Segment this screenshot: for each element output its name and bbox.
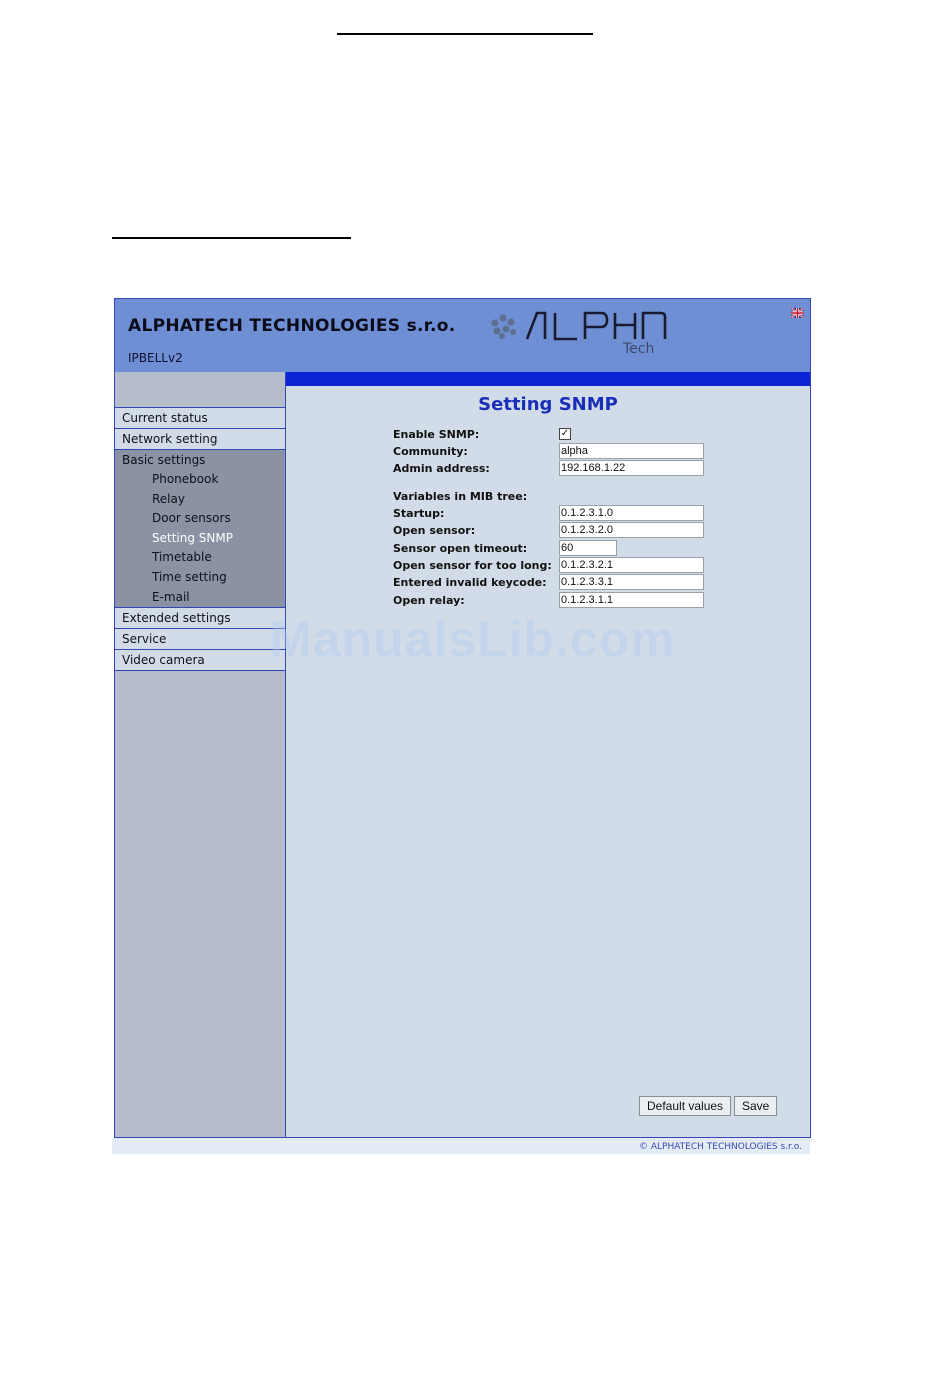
menu-item-service[interactable]: Service (115, 628, 285, 649)
menu-item-time-setting[interactable]: Time setting (152, 569, 227, 584)
invalid-keycode-input[interactable]: 0.1.2.3.3.1 (559, 574, 704, 590)
uk-flag-icon[interactable] (791, 308, 804, 318)
save-button[interactable]: Save (734, 1096, 777, 1116)
menu-item-email[interactable]: E-mail (152, 589, 190, 604)
sensor-timeout-input[interactable]: 60 (559, 540, 617, 556)
basic-settings-submenu (115, 470, 285, 607)
sensor-timeout-label: Sensor open timeout: (393, 542, 528, 555)
watermark-text: ManualsLib.com (270, 611, 676, 667)
enable-snmp-label: Enable SNMP: (393, 428, 480, 441)
logo-tech-text: Tech (623, 341, 655, 357)
open-relay-label: Open relay: (393, 594, 465, 607)
page-title: Setting SNMP (478, 394, 618, 415)
accent-bar (286, 372, 810, 386)
menu-item-setting-snmp[interactable]: Setting SNMP (152, 530, 233, 545)
open-sensor-input[interactable]: 0.1.2.3.2.0 (559, 522, 704, 538)
startup-label: Startup: (393, 507, 445, 520)
startup-input[interactable]: 0.1.2.3.1.0 (559, 505, 704, 521)
sidebar (115, 372, 286, 1137)
community-label: Community: (393, 445, 468, 458)
menu-item-relay[interactable]: Relay (152, 491, 185, 506)
main-content (286, 372, 810, 1137)
mib-tree-heading: Variables in MIB tree: (393, 490, 528, 503)
default-values-button[interactable]: Default values (639, 1096, 731, 1116)
menu-item-extended-settings[interactable]: Extended settings (115, 607, 285, 628)
sensor-too-long-label: Open sensor for too long: (393, 559, 552, 572)
device-model: IPBELLv2 (128, 351, 183, 365)
menu-item-network-setting[interactable]: Network setting (115, 428, 285, 449)
menu-divider (115, 670, 285, 671)
copyright-text: © ALPHATECH TECHNOLOGIES s.r.o. (639, 1142, 802, 1152)
separator-line-mid (112, 237, 351, 239)
menu-item-phonebook[interactable]: Phonebook (152, 472, 219, 486)
enable-snmp-checkbox[interactable]: ✓ (560, 428, 570, 439)
community-input[interactable]: alpha (559, 443, 704, 459)
page-header (115, 299, 810, 372)
alpha-tech-logo (485, 303, 675, 358)
open-sensor-label: Open sensor: (393, 524, 476, 537)
company-name: ALPHATECH TECHNOLOGIES s.r.o. (128, 316, 456, 336)
admin-address-label: Admin address: (393, 462, 490, 475)
open-relay-input[interactable]: 0.1.2.3.1.1 (559, 592, 704, 608)
web-interface-frame (114, 298, 811, 1138)
sensor-too-long-input[interactable]: 0.1.2.3.2.1 (559, 557, 704, 573)
separator-line-top (337, 33, 593, 35)
admin-address-input[interactable]: 192.168.1.22 (559, 460, 704, 476)
menu-item-timetable[interactable]: Timetable (152, 550, 212, 565)
menu-item-basic-settings[interactable]: Basic settings (115, 449, 285, 470)
navigation-menu (115, 407, 285, 671)
menu-item-current-status[interactable]: Current status (115, 407, 285, 428)
menu-item-door-sensors[interactable]: Door sensors (152, 511, 231, 526)
invalid-keycode-label: Entered invalid keycode: (393, 576, 547, 589)
footer-bar (112, 1138, 810, 1154)
menu-item-video-camera[interactable]: Video camera (115, 649, 285, 670)
